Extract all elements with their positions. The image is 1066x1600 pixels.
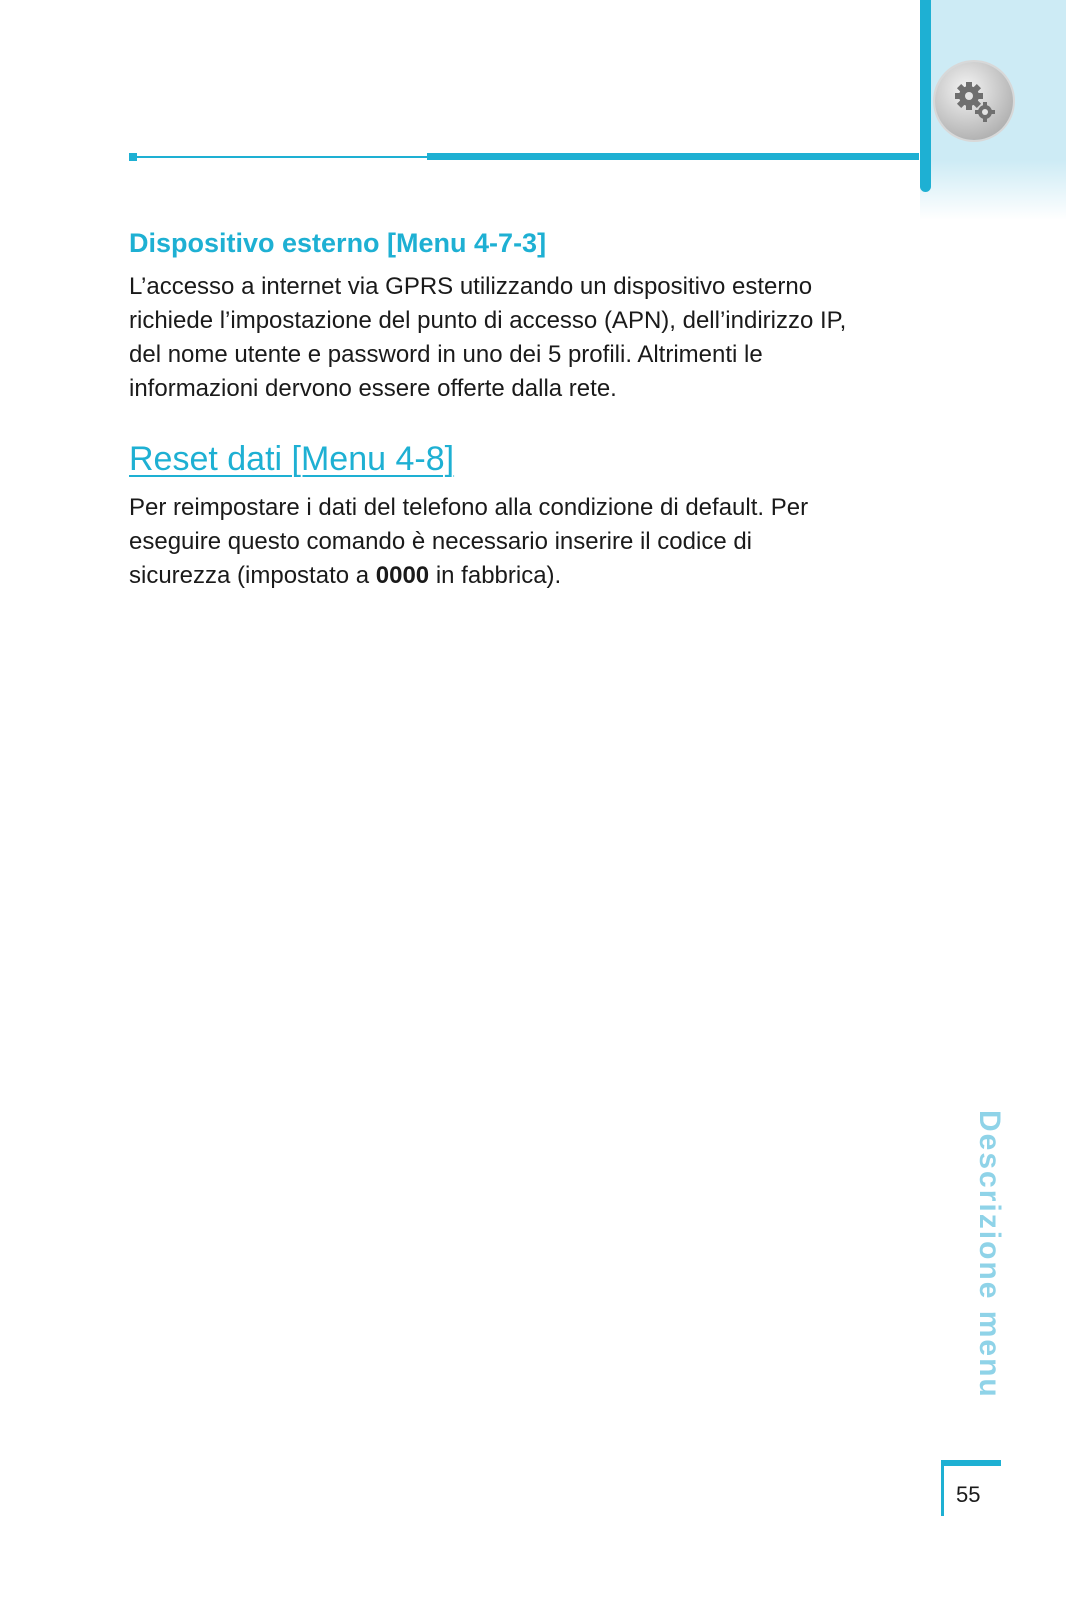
- section-body-reset-dati: [129, 491, 969, 593]
- section-title-reset-dati: Reset dati [Menu 4-8]: [129, 440, 455, 478]
- body-line: eseguire questo comando è necessario inserire il codice di: [129, 528, 753, 555]
- body-line: informazioni dervono essere offerte dalla rete.: [129, 375, 617, 402]
- body-line: del nome utente e password in uno dei 5 profili. Altrimenti le: [129, 341, 763, 368]
- page-number: 55: [956, 1482, 981, 1507]
- gears-icon-graphic: [935, 62, 1013, 140]
- page-number-rule: [941, 1460, 1001, 1466]
- corner-tab-edge: [920, 0, 931, 192]
- header-rule: [129, 153, 919, 159]
- body-line: richiede l’impostazione del punto di accesso (APN), dell’indirizzo IP,: [129, 307, 847, 334]
- corner-tab-fade: [920, 160, 1066, 220]
- header-rule-square: [129, 153, 137, 161]
- body-line: in fabbrica).: [429, 562, 562, 589]
- security-code: 0000: [375, 562, 430, 589]
- body-line: L’accesso a internet via GPRS utilizzando un dispositivo esterno: [129, 273, 813, 300]
- side-section-label: Descrizione menu: [973, 1110, 1006, 1399]
- page-number-bar: [941, 1460, 944, 1516]
- body-line: Per reimpostare i dati del telefono alla condizione di default. Per: [129, 494, 809, 521]
- header-rule-thick: [427, 153, 919, 160]
- section-title-dispositivo-esterno: Dispositivo esterno [Menu 4-7-3]: [129, 228, 547, 258]
- section-body-dispositivo-esterno: [129, 270, 969, 406]
- header-rule-thin: [137, 156, 427, 158]
- body-line: sicurezza (impostato a: [129, 562, 376, 589]
- gears-icon: [935, 62, 1013, 140]
